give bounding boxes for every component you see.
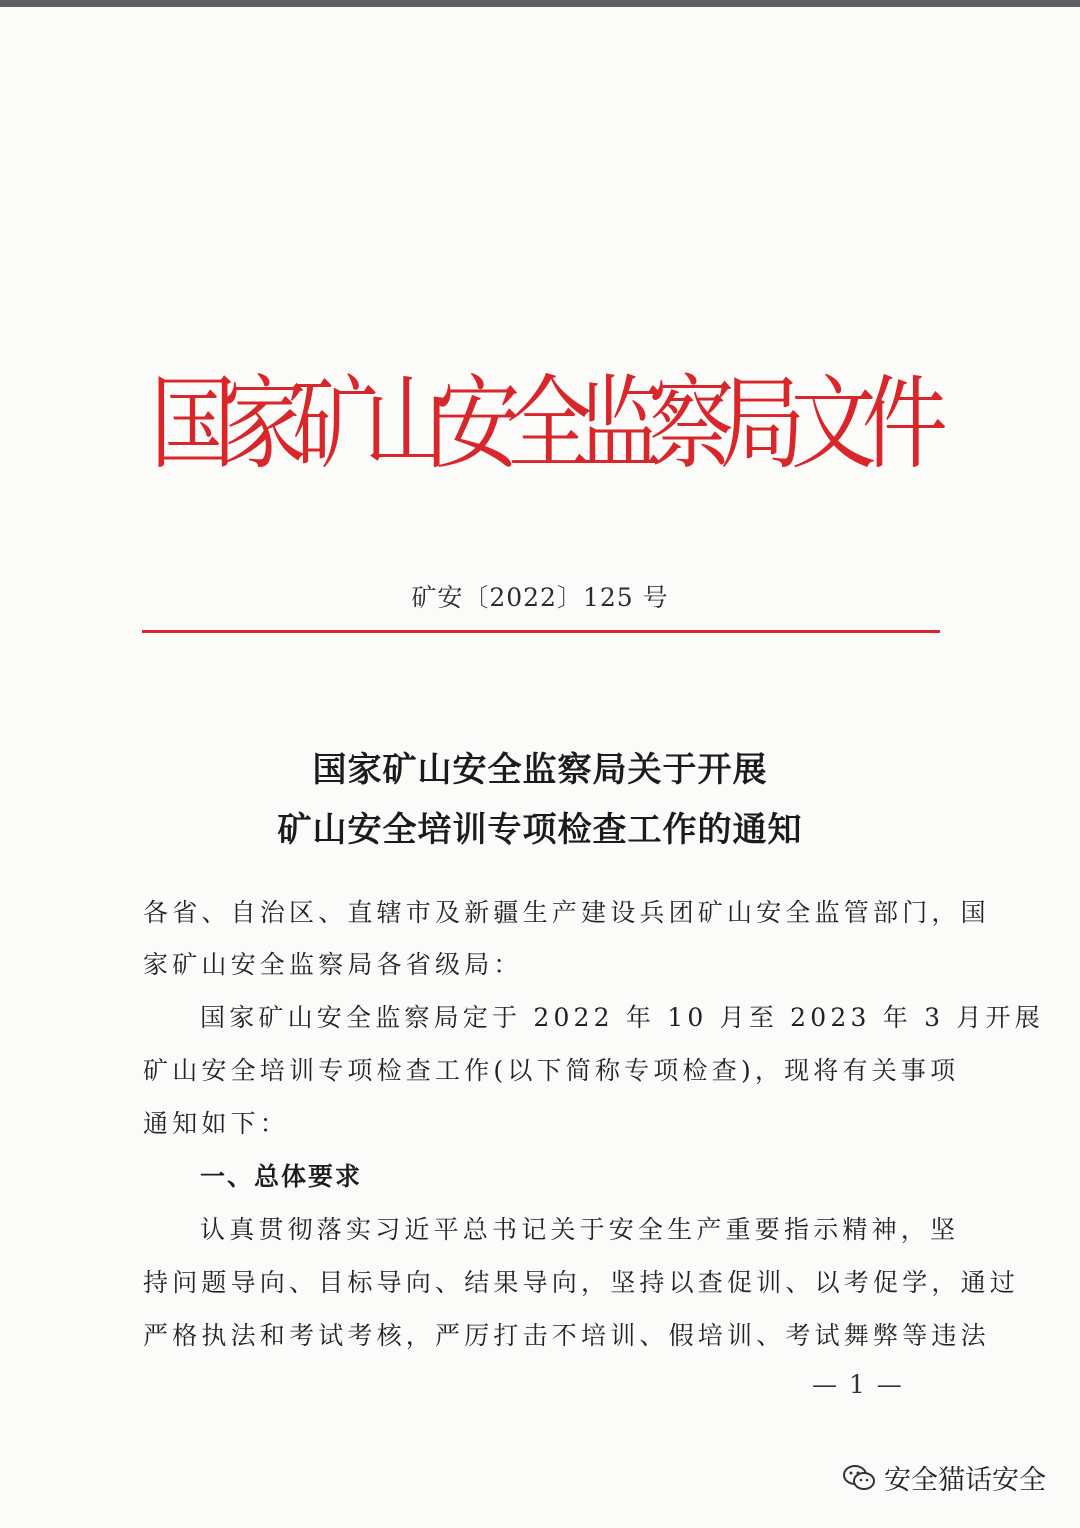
body-line-1: 各省、自治区、直辖市及新疆生产建设兵团矿山安全监管部门，国 [143,898,990,927]
masthead-char: 家 [221,366,308,484]
masthead-char: 局 [719,366,806,484]
document-number: 矿安〔2022〕125 号 [411,583,669,612]
masthead-char: 国 [150,366,236,484]
red-divider-line [142,630,940,633]
wechat-icon [842,1463,876,1493]
page-number: — 1 — [812,1370,904,1399]
scan-top-edge [0,0,1080,7]
masthead-char: 安 [434,366,521,484]
body-line-8: 严格执法和考试考核，严厉打击不培训、假培训、考试舞弊等违法 [143,1321,990,1350]
masthead-char: 矿 [292,366,379,484]
account-watermark [842,1458,1046,1497]
body-line-3: 国家矿山安全监察局定于 2022 年 10 月至 2023 年 3 月开展 [200,1003,1044,1032]
notice-title-line-2: 矿山安全培训专项检查工作的通知 [277,810,803,850]
body-line-7: 持问题导向、目标导向、结果导向，坚持以查促训、以考促学，通过 [143,1268,1020,1297]
watermark-text: 安全猫话安全 [884,1465,1046,1496]
body-line-4: 矿山安全培训专项检查工作(以下简称专项检查)，现将有关事项 [143,1056,960,1085]
masthead-char: 察 [648,366,735,484]
masthead-char: 山 [363,366,450,484]
masthead-title [150,354,948,496]
masthead-char: 文 [790,366,877,484]
masthead-char: 件 [861,366,948,484]
section-heading: 一、总体要求 [200,1162,363,1191]
masthead-char: 监 [577,366,664,484]
masthead-char: 全 [505,366,592,484]
body-line-2: 家矿山安全监察局各省级局： [143,950,523,979]
body-line-5: 通知如下： [143,1109,290,1138]
body-line-6: 认真贯彻落实习近平总书记关于安全生产重要指示精神，坚 [200,1215,960,1244]
notice-title-line-1: 国家矿山安全监察局关于开展 [312,750,768,790]
